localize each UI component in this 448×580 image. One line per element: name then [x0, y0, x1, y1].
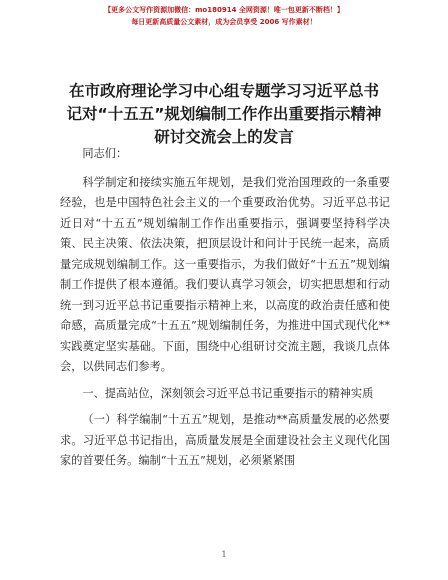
- section-heading: 一、提高站位，深刻领会习近平总书记重要指示的精神实质: [82, 386, 374, 400]
- promo-banner-line2: 每日更新高质量公文素材，成为会员享受 2006 写作素材！: [131, 18, 317, 26]
- document-title: 在市政府理论学习中心组专题学习习近平总书记对“十五五”规划编制工作作出重要指示精神研讨交流会上的发言: [66, 82, 382, 146]
- paragraph: 科学制定和接续实施五年规划，是我们党治国理政的一条重要经验，也是中国特色社会主义的一个重要政治优势。习近平总书记近日对“十五五”规划编制工作作出重要指示，强调要坚持科学决策、民主决策、依法决策，把顶层设计和问计于民统一起来，高质量完成规划编制工作。这一重要指示，为我们做好“十五五”规划编制工作提供了根本遵循。我们要认真学习领会，切实把思想和行动统一到习近平总书记重要指示精神上来，以高度的政治责任感和使命感，高质量完成“十五五”规划编制任务，为推进中国式现代化**实践奠定坚实基础。下面，围绕中心组研讨交流主题，我谈几点体会，以供同志们参考。: [60, 175, 390, 373]
- promo-banner: [0, 4, 448, 28]
- paragraph: （一）科学编制“十五五”规划，是推动**高质量发展的必然要求。习近平总书记指出，高质量发展是全面建设社会主义现代化国家的首要任务。编制“十五五”规划，必须紧紧围: [60, 413, 390, 467]
- salutation: 同志们：: [82, 147, 128, 160]
- page-number: 1: [221, 550, 227, 559]
- document-body: [60, 144, 390, 478]
- promo-banner-line1: 【更多公文写作资源加微信：mo180914 全网资源！唯一包更新不断档！】: [104, 6, 344, 14]
